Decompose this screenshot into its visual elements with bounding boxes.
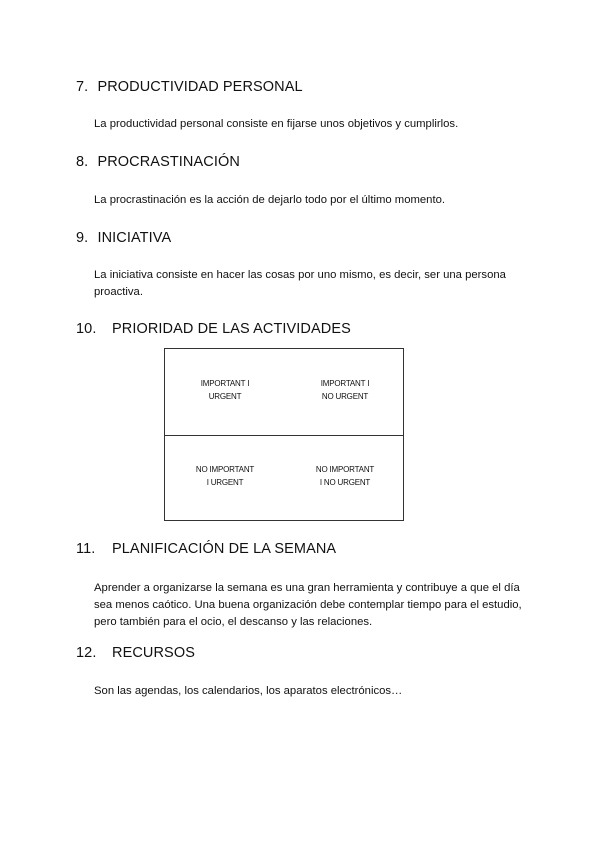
section-10-number: 10.: [76, 321, 97, 337]
section-8-text: La procrastinación es la acción de dejarlo todo por el último momento.: [94, 194, 446, 206]
section-11-number: 11.: [76, 541, 96, 557]
section-7-heading: [76, 79, 303, 95]
matrix-divider: [165, 435, 403, 436]
matrix-cell-line: I NO URGENT: [319, 478, 371, 487]
section-12-number: 12.: [76, 645, 97, 661]
section-9-heading: [76, 230, 171, 246]
section-8-heading: [76, 154, 240, 170]
matrix-cell-line: I URGENT: [206, 478, 244, 487]
matrix-cell-important-urgent: [165, 377, 285, 403]
matrix-cell-line: IMPORTANT I: [200, 379, 250, 388]
section-9-title: INICIATIVA: [97, 230, 172, 246]
section-7-title: PRODUCTIVIDAD PERSONAL: [97, 79, 303, 95]
matrix-cell-line: IMPORTANT I: [320, 379, 370, 388]
section-9-number: 9.: [76, 230, 89, 246]
section-8-number: 8.: [76, 154, 89, 170]
matrix-cell-no-important-no-urgent: [285, 463, 405, 489]
matrix-cell-line: URGENT: [208, 392, 242, 401]
section-9-text: La iniciativa consiste en hacer las cosas por uno mismo, es decir, ser una persona proactiva.: [94, 269, 506, 298]
matrix-cell-important-no-urgent: [285, 377, 405, 403]
section-12-text: Son las agendas, los calendarios, los aparatos electrónicos…: [94, 685, 403, 697]
section-10-title: PRIORIDAD DE LAS ACTIVIDADES: [112, 321, 351, 337]
section-11-title: PLANIFICACIÓN DE LA SEMANA: [112, 541, 337, 557]
section-7-text: La productividad personal consiste en fijarse unos objetivos y cumplirlos.: [94, 118, 459, 130]
section-7-number: 7.: [76, 79, 89, 95]
section-11-heading: [76, 541, 337, 557]
section-8-title: PROCRASTINACIÓN: [97, 154, 240, 170]
section-10-heading: [76, 321, 351, 337]
section-11-text: Aprender a organizarse la semana es una gran herramienta y contribuye a que el día sea menos caótico. Una buena organización debe contemplar tiempo para el estudio, pero también para el ocio, el descanso y las relaciones.: [94, 582, 522, 628]
matrix-cell-line: NO IMPORTANT: [315, 465, 375, 474]
section-12-title: RECURSOS: [112, 645, 195, 661]
priority-matrix: [164, 348, 404, 521]
section-12-heading: [76, 645, 195, 661]
matrix-cell-no-important-urgent: [165, 463, 285, 489]
matrix-cell-line: NO IMPORTANT: [195, 465, 255, 474]
matrix-cell-line: NO URGENT: [321, 392, 369, 401]
